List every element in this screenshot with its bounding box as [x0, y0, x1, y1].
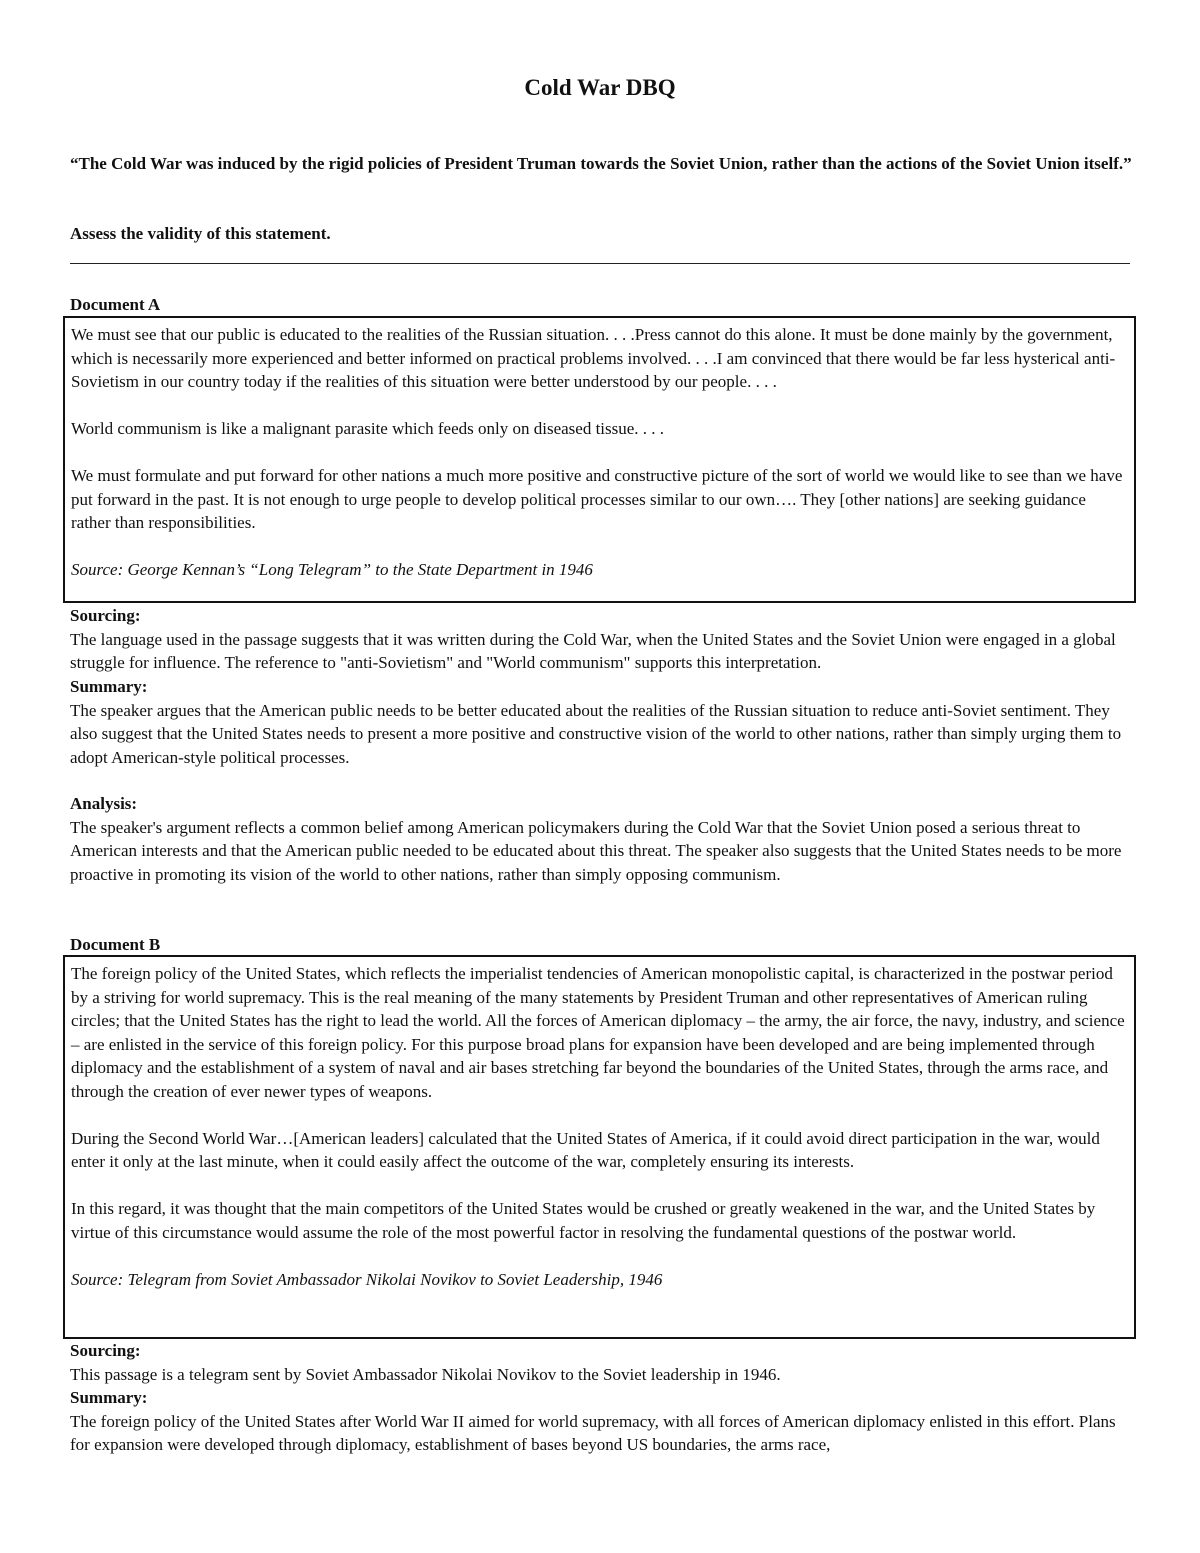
document-a-paragraph: World communism is like a malignant parasite which feeds only on diseased tissue. . . .: [71, 419, 665, 438]
document-b-heading: Document B: [70, 935, 161, 954]
horizontal-rule: [70, 263, 1130, 264]
document-b-sourcing: [70, 1339, 1135, 1386]
dbq-task: Assess the validity of this statement.: [70, 224, 331, 243]
document-b-source: Source: Telegram from Soviet Ambassador Nikolai Novikov to Soviet Leadership, 1946: [71, 1269, 663, 1289]
document-b-summary: [70, 1386, 1135, 1457]
page-title: Cold War DBQ: [524, 75, 676, 100]
summary-text: The foreign policy of the United States after World War II aimed for world supremacy, with all forces of American diplomacy enlisted in this effort. Plans for expansion were developed through diplomacy, establishment of bases beyond US boundaries, the arms race,: [70, 1411, 1116, 1454]
document-b-paragraph: During the Second World War…[American leaders] calculated that the United States of America, if it could avoid direct participation in the war, would enter it only at the last minute, when it could easily affect the outcome of the war, completely ensuring its interests.: [71, 1128, 1100, 1171]
document-b-box: [63, 955, 1136, 1339]
document-a-sourcing: [70, 604, 1135, 675]
sourcing-text: The language used in the passage suggests that it was written during the Cold War, when the United States and the Soviet Union were engaged in a global struggle for influence. The reference to "anti-Sovietism" and "World communism" supports this interpretation.: [70, 629, 1116, 672]
dbq-prompt: “The Cold War was induced by the rigid policies of President Truman towards the Soviet Union, rather than the actions of the Soviet Union itself.”: [70, 154, 1132, 173]
sourcing-label: Sourcing:: [70, 1341, 141, 1360]
document-a-paragraph: We must see that our public is educated to the realities of the Russian situation. . . .Press cannot do this alone. It must be done mainly by the government, which is necessarily more experienced and better informed on practical problems involved. . . .I am convinced that there would be far less hysterical anti-Sovietism in our country today if the realities of this situation were better understood by our people. . . .: [71, 325, 1116, 391]
document-b-paragraph: In this regard, it was thought that the main competitors of the United States would be crushed or greatly weakened in the war, and the United States by virtue of this circumstance would assume the role of the most powerful factor in resolving the fundamental questions of the postwar world.: [71, 1199, 1096, 1242]
analysis-label: Analysis:: [70, 794, 138, 813]
analysis-text: The speaker's argument reflects a common belief among American policymakers during the Cold War that the Soviet Union posed a serious threat to American interests and that the American public needed to be educated about this threat. The speaker also suggests that the United States needs to be more proactive in promoting its vision of the world to other nations, rather than simply opposing communism.: [70, 817, 1122, 884]
document-a-analysis: [70, 792, 1135, 886]
document-a-box: [63, 316, 1136, 603]
document-a-summary: [70, 675, 1135, 769]
document-b-paragraph: The foreign policy of the United States, which reflects the imperialist tendencies of American monopolistic capital, is characterized in the postwar period by a striving for world supremacy. This is the real meaning of the many statements by President Truman and other representatives of American ruling circles; that the United States has the right to lead the world. All the forces of American diplomacy – the army, the air force, the navy, industry, and science – are enlisted in the service of this foreign policy. For this purpose broad plans for expansion have been developed and are being implemented through diplomacy and the establishment of a system of naval and air bases stretching far beyond the boundaries of the United States, through the arms race, and through the creation of ever newer types of weapons.: [71, 964, 1125, 1101]
document-a-heading: Document A: [70, 295, 161, 314]
document-a-paragraph: We must formulate and put forward for other nations a much more positive and constructive picture of the sort of world we would like to see than we have put forward in the past. It is not enough to urge people to develop political processes similar to our own…. They [other nations] are seeking guidance rather than responsibilities.: [71, 466, 1123, 532]
summary-label: Summary:: [70, 677, 148, 696]
sourcing-label: Sourcing:: [70, 606, 141, 625]
summary-label: Summary:: [70, 1388, 148, 1407]
summary-text: The speaker argues that the American public needs to be better educated about the realities of the Russian situation to reduce anti-Soviet sentiment. They also suggest that the United States needs to present a more positive and constructive vision of the world to other nations, rather than simply urging them to adopt American-style political processes.: [70, 700, 1122, 767]
sourcing-text: This passage is a telegram sent by Soviet Ambassador Nikolai Novikov to the Soviet leadership in 1946.: [70, 1364, 781, 1384]
document-a-source: Source: George Kennan’s “Long Telegram” to the State Department in 1946: [71, 560, 593, 579]
